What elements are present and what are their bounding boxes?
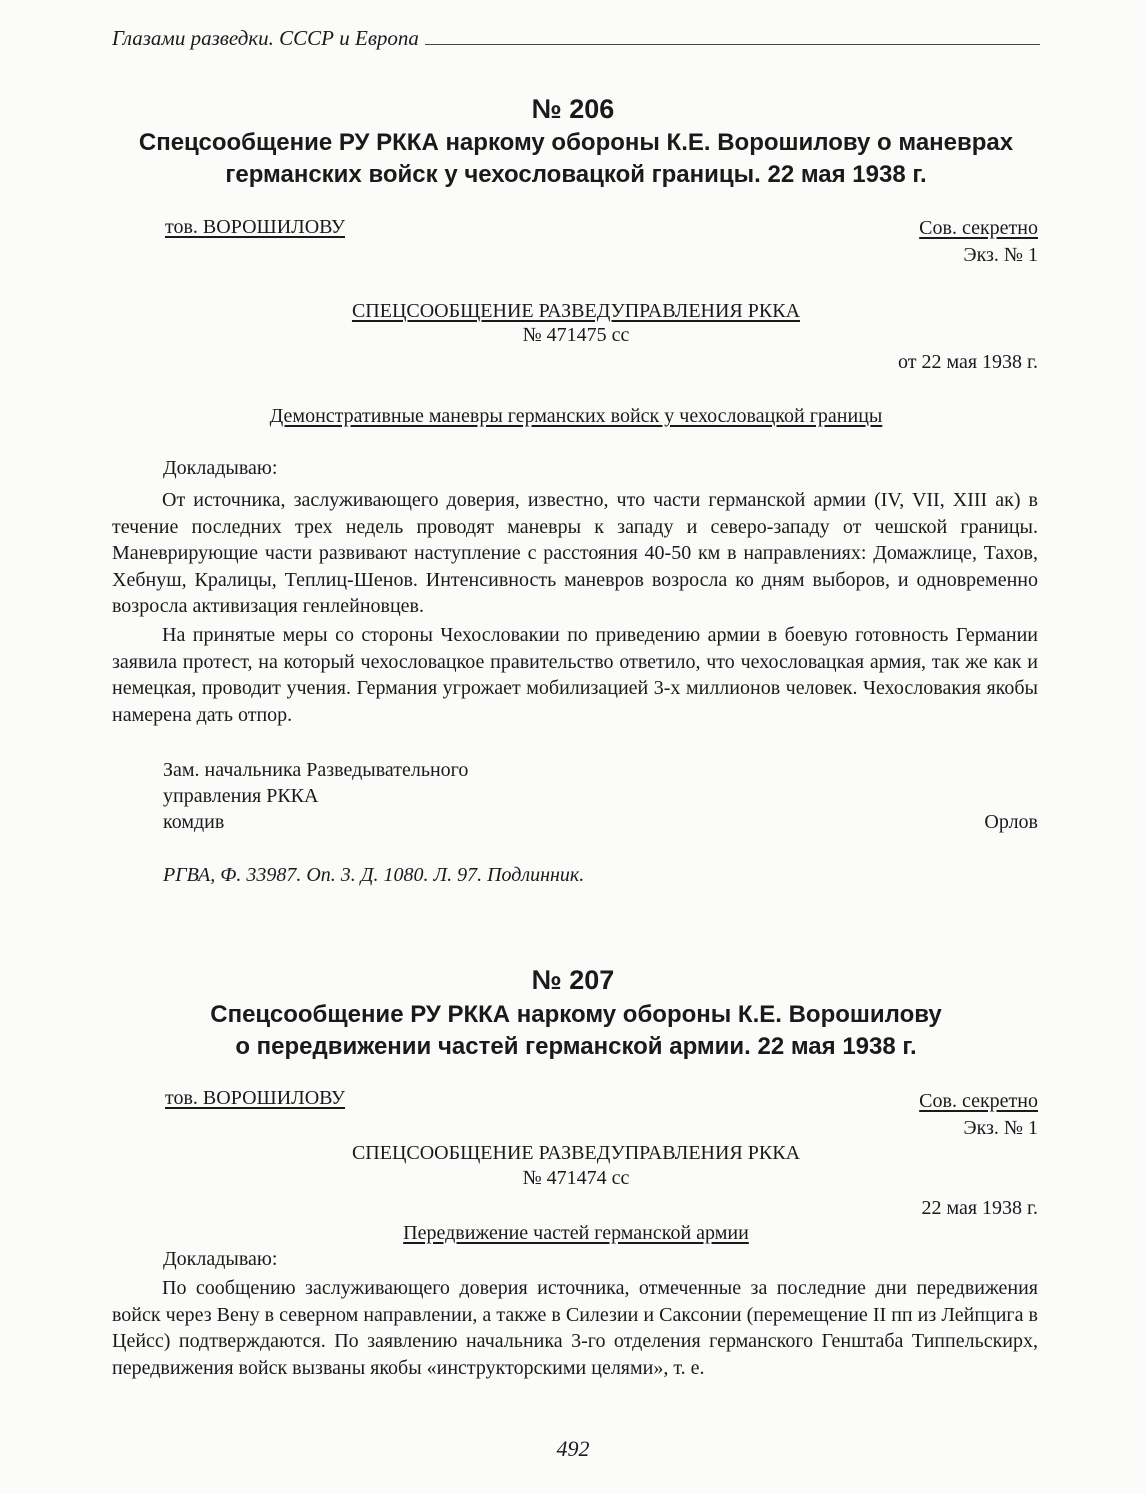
doc206-archive-source: РГВА, Ф. 33987. Оп. 3. Д. 1080. Л. 97. Подлинник. (163, 864, 585, 886)
doc206-subject: Демонстративные маневры германских войск у чехословацкой границы (269, 405, 883, 427)
doc206-signature-line2: управления РККА (163, 785, 319, 807)
doc206-title-line1: Спецсообщение РУ РККА наркому обороны К.Е. Ворошилову о маневрах (138, 129, 1014, 156)
doc207-paragraph-1: По сообщению заслуживающего доверия источника, отмеченные за последние дни передвижения войск через Вену в северном направлении, а также в Силезии и Саксонии (перемещение II пп из Лейпцига в Цейсс) подтверждаются. По заявлению начальника 3-го отделения германского Генштаба Типпельскирх, передвижения войск вызваны якобы «инструкторскими целями», т. е. (112, 1277, 1038, 1379)
doc206-number: № 206 (531, 94, 615, 124)
doc206-paragraph-1: От источника, заслуживающего доверия, известно, что части германской армии (IV, VII, XIII ак) в течение последних трех недель проводят маневры к западу и северо-западу от чешской границы. Маневрирующие части развивают наступление с расстояния 40-50 км в направлениях: Домажлице, Тахов, Хебнуш, Кралицы, Теплиц-Шенов. Интенсивность маневров возросла ко дням выборов, и одновременно возросла активизация генлейновцев. (112, 489, 1038, 617)
doc206-heading-number: № 471475 сс (522, 324, 630, 346)
doc207-copy: Экз. № 1 (963, 1117, 1038, 1139)
doc206-classification: Сов. секретно (919, 217, 1038, 239)
doc206-signature-block (163, 757, 468, 835)
doc207-subject: Передвижение частей германской армии (403, 1222, 749, 1244)
page-number: 492 (556, 1436, 590, 1461)
doc206-date: от 22 мая 1938 г. (897, 351, 1038, 373)
header-rule (425, 44, 1040, 45)
doc206-signature-rank: комдив (163, 811, 225, 833)
doc207-classification: Сов. секретно (919, 1090, 1038, 1112)
doc207-heading: СПЕЦСООБЩЕНИЕ РАЗВЕДУПРАВЛЕНИЯ РККА (351, 1142, 801, 1164)
running-header-title: Глазами разведки. СССР и Европа (112, 26, 419, 50)
running-header (112, 26, 1040, 51)
doc207-date: 22 мая 1938 г. (921, 1197, 1038, 1219)
doc206-signature-line1: Зам. начальника Разведывательного (163, 759, 469, 781)
doc206-title-line2: германских войск у чехословацкой границы. 22 мая 1938 г. (225, 161, 927, 188)
doc207-number: № 207 (531, 965, 615, 995)
doc207-addressee: тов. ВОРОШИЛОВУ (165, 1087, 346, 1109)
doc206-paragraph-2: На принятые меры со стороны Чехословакии по приведению армии в боевую готовность Германии заявила протест, на который чехословацкое правительство ответило, что чехословацкая армия, так же как и немецкая, проводит учения. Германия угрожает мобилизацией 3-х миллионов человек. Чехословакия якобы намерена дать отпор. (112, 624, 1038, 726)
doc206-copy: Экз. № 1 (963, 244, 1038, 266)
doc207-heading-number: № 471474 сс (522, 1167, 630, 1189)
doc206-heading: СПЕЦСООБЩЕНИЕ РАЗВЕДУПРАВЛЕНИЯ РККА (351, 300, 801, 322)
doc206-signature-name: Орлов (984, 811, 1038, 833)
doc206-title (112, 127, 1040, 191)
doc207-report-intro: Докладываю: (163, 1248, 278, 1270)
doc206-report-intro: Докладываю: (163, 457, 278, 479)
doc207-title-line1: Спецсообщение РУ РККА наркому обороны К.Е. Ворошилову (210, 1001, 942, 1028)
doc207-title-line2: о передвижении частей германской армии. 22 мая 1938 г. (235, 1033, 917, 1060)
doc206-addressee: тов. ВОРОШИЛОВУ (165, 216, 346, 238)
doc207-title (112, 999, 1040, 1063)
